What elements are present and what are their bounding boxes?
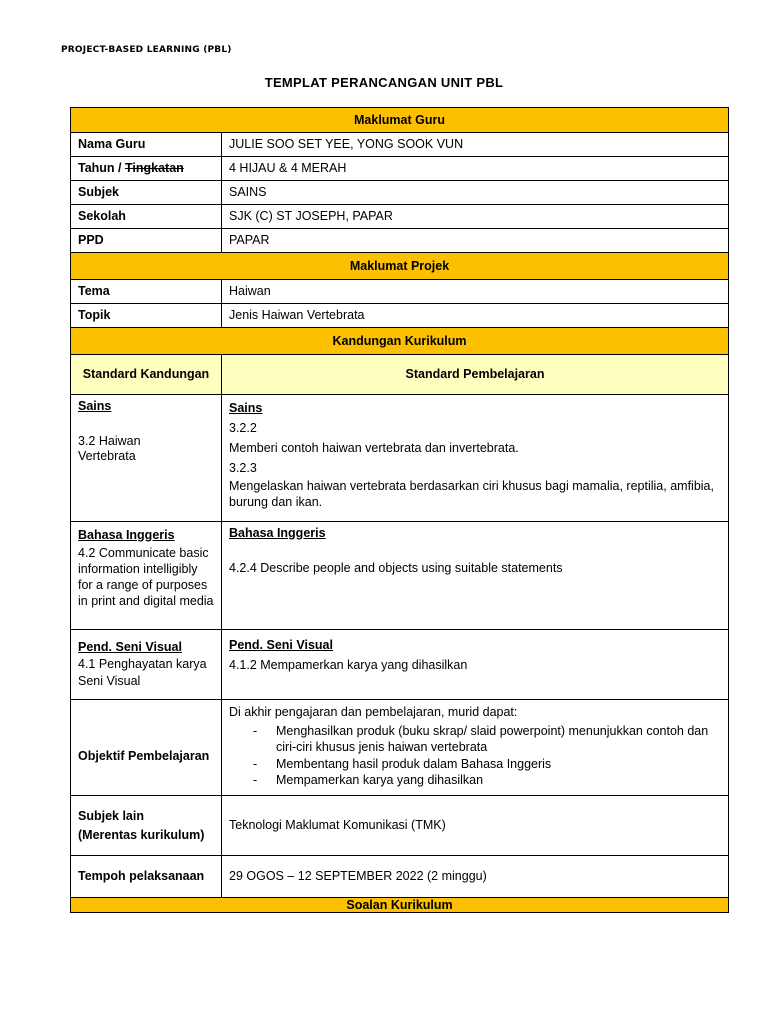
section-kandungan-kurikulum: [71, 328, 729, 355]
row-sekolah: [71, 205, 729, 229]
psv-sp-text: 4.1.2 Mempamerkan karya yang dihasilkan: [229, 658, 468, 672]
psv-kandungan-text: 4.1 Penghayatan karya Seni Visual: [78, 657, 207, 688]
label-objektif: Objektif Pembelajaran: [71, 700, 222, 796]
sains-subject-label-sp: Sains: [229, 401, 263, 415]
sains-sp1-text: Memberi contoh haiwan vertebrata dan invertebrata.: [229, 441, 519, 455]
bi-subject-label-sp: Bahasa Inggeris: [229, 526, 326, 540]
document-header-label: PROJECT-BASED LEARNING (PBL): [61, 45, 232, 55]
label-tahun: [71, 157, 222, 181]
psv-subject-label: Pend. Seni Visual: [78, 640, 182, 654]
row-sains: [71, 395, 729, 522]
section-heading: Maklumat Guru: [71, 108, 729, 133]
section-heading: Soalan Kurikulum: [71, 898, 729, 913]
label-subjek-lain-line2: (Merentas kurikulum): [78, 827, 205, 842]
psv-kandungan-cell: [71, 630, 222, 700]
label-subjek-lain-line1: Subjek lain: [78, 808, 144, 823]
label-nama-guru: Nama Guru: [71, 133, 222, 157]
label-tahun-text: Tahun /: [78, 161, 125, 175]
bi-pembelajaran-cell: [222, 522, 729, 630]
section-heading: Kandungan Kurikulum: [71, 328, 729, 355]
sains-subject-label: Sains: [78, 399, 112, 413]
psv-pembelajaran-cell: [222, 630, 729, 700]
value-ppd: PAPAR: [222, 229, 729, 253]
value-tempoh: 29 OGOS – 12 SEPTEMBER 2022 (2 minggu): [222, 856, 729, 898]
row-subjek-lain: [71, 796, 729, 856]
row-subjek: [71, 181, 729, 205]
sains-kandungan-cell: [71, 395, 222, 522]
document-title: TEMPLAT PERANCANGAN UNIT PBL: [264, 75, 504, 90]
label-subjek: Subjek: [71, 181, 222, 205]
sains-kandungan-text: 3.2 Haiwan Vertebrata: [78, 434, 141, 463]
sains-sp1-code: 3.2.2: [229, 421, 257, 435]
label-tema: Tema: [71, 280, 222, 304]
value-subjek: SAINS: [222, 181, 729, 205]
header-standard-kandungan: Standard Kandungan: [71, 355, 222, 395]
section-soalan-kurikulum: [71, 898, 729, 913]
bi-sp-text: 4.2.4 Describe people and objects using suitable statements: [229, 561, 563, 575]
value-topik: Jenis Haiwan Vertebrata: [222, 304, 729, 328]
objektif-intro: Di akhir pengajaran dan pembelajaran, murid dapat:: [229, 705, 518, 719]
bi-kandungan-text: 4.2 Communicate basic information intelligibly for a range of purposes in print and digital media: [78, 546, 214, 608]
row-nama-guru: [71, 133, 729, 157]
row-tahun: [71, 157, 729, 181]
value-tema: Haiwan: [222, 280, 729, 304]
row-seni-visual: [71, 630, 729, 700]
row-bahasa-inggeris: [71, 522, 729, 630]
value-subjek-lain: Teknologi Maklumat Komunikasi (TMK): [222, 796, 729, 856]
sains-pembelajaran-cell: [222, 395, 729, 522]
label-tempoh: Tempoh pelaksanaan: [71, 856, 222, 898]
section-maklumat-projek: [71, 253, 729, 280]
objektif-item: - Membentang hasil produk dalam Bahasa Inggeris: [229, 756, 721, 773]
psv-subject-label-sp: Pend. Seni Visual: [229, 638, 333, 652]
row-tempoh: [71, 856, 729, 898]
label-tingkatan-struck: Tingkatan: [125, 161, 184, 175]
bi-subject-label: Bahasa Inggeris: [78, 528, 175, 542]
value-nama-guru: JULIE SOO SET YEE, YONG SOOK VUN: [222, 133, 729, 157]
sains-sp2-code: 3.2.3: [229, 461, 257, 475]
objektif-list: [229, 723, 721, 789]
section-heading: Maklumat Projek: [71, 253, 729, 280]
section-maklumat-guru: [71, 108, 729, 133]
label-ppd: PPD: [71, 229, 222, 253]
value-tahun: 4 HIJAU & 4 MERAH: [222, 157, 729, 181]
label-topik: Topik: [71, 304, 222, 328]
row-kurikulum-headers: [71, 355, 729, 395]
bi-kandungan-cell: [71, 522, 222, 630]
objektif-cell: [222, 700, 729, 796]
objektif-item: - Mempamerkan karya yang dihasilkan: [229, 772, 721, 789]
value-sekolah: SJK (C) ST JOSEPH, PAPAR: [222, 205, 729, 229]
row-tema: [71, 280, 729, 304]
label-subjek-lain: [71, 796, 222, 856]
row-objektif: [71, 700, 729, 796]
sains-sp2-text: Mengelaskan haiwan vertebrata berdasarkan ciri khusus bagi mamalia, reptilia, amfibia, burung dan ikan.: [229, 479, 714, 509]
label-sekolah: Sekolah: [71, 205, 222, 229]
header-standard-pembelajaran: Standard Pembelajaran: [222, 355, 729, 395]
row-ppd: [71, 229, 729, 253]
objektif-item: - Menghasilkan produk (buku skrap/ slaid powerpoint) menunjukkan contoh dan ciri-ciri khusus jenis haiwan vertebrata: [229, 723, 721, 756]
pbl-template-table: [70, 107, 729, 913]
row-topik: [71, 304, 729, 328]
